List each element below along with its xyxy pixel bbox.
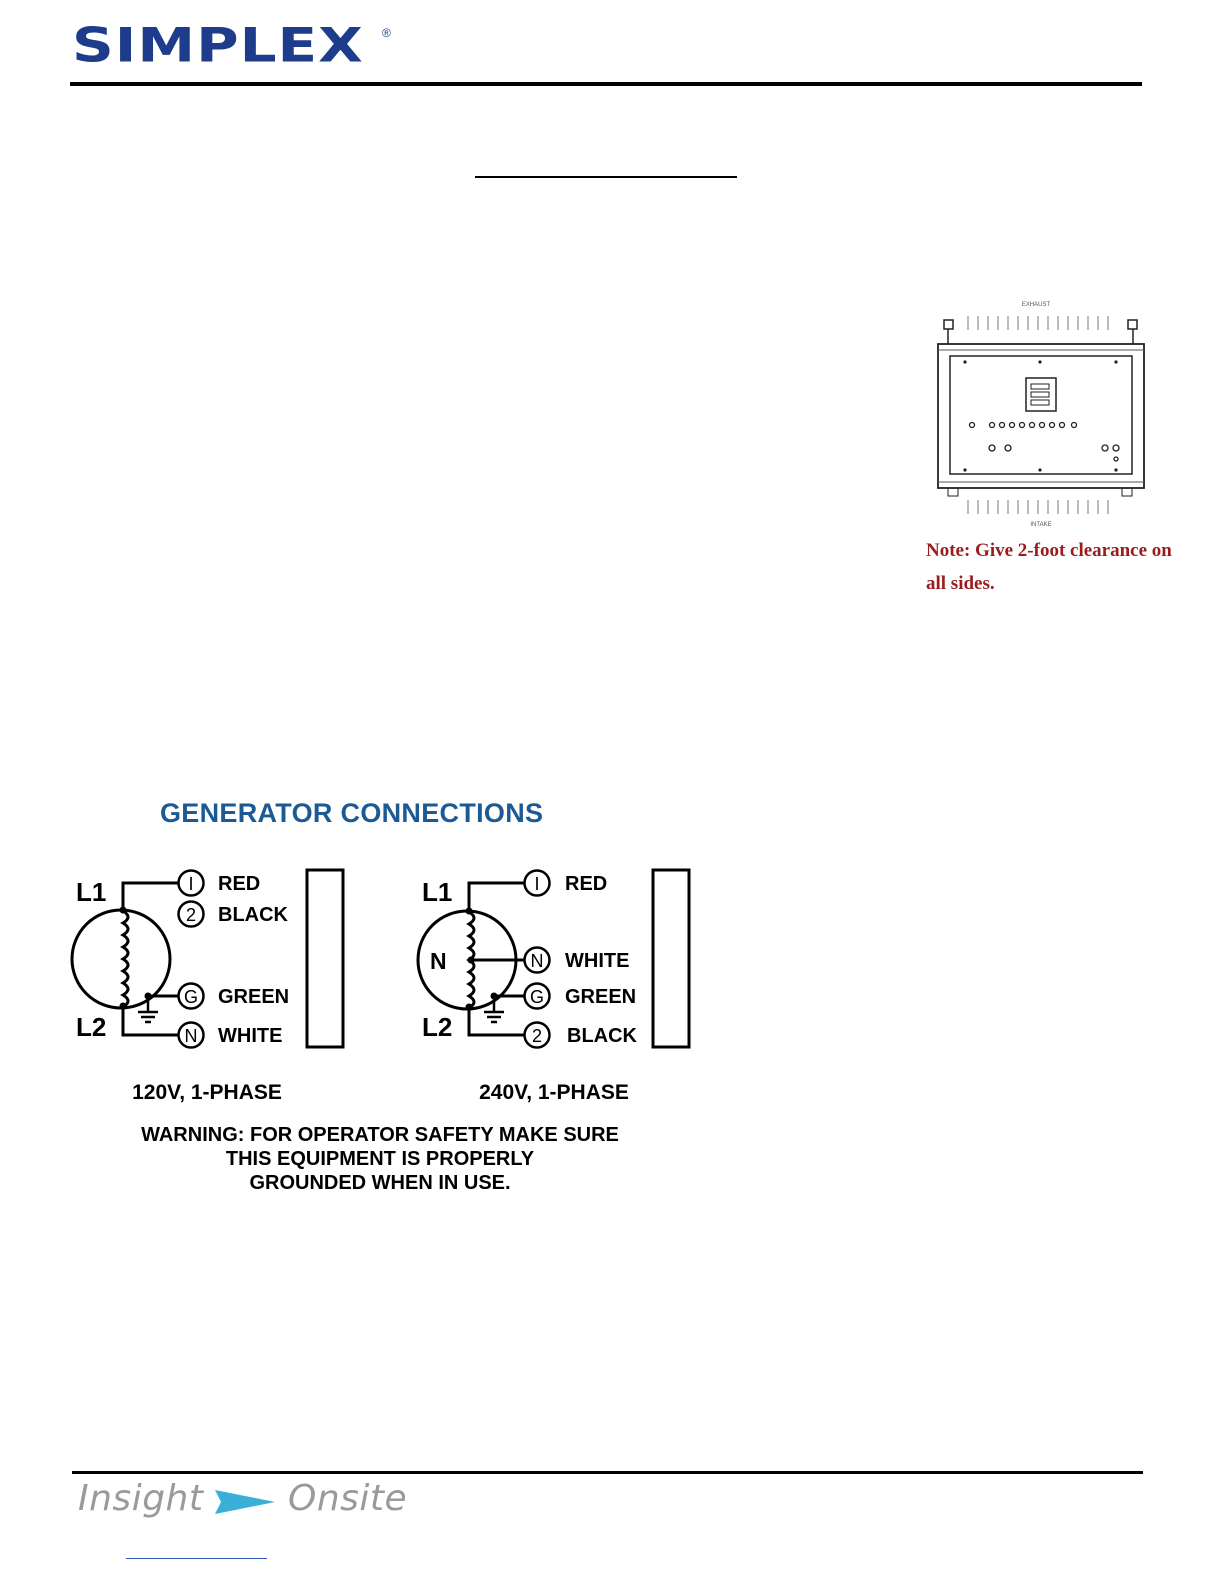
footer-arrow-icon bbox=[211, 1488, 277, 1516]
intake-label: INTAKE bbox=[1030, 522, 1052, 528]
l1-label-120: L1 bbox=[76, 877, 107, 907]
warning-line-1: WARNING: FOR OPERATOR SAFETY MAKE SURE bbox=[141, 1124, 619, 1146]
exhaust-label: EXHAUST bbox=[1021, 302, 1051, 308]
diagram-240v bbox=[418, 870, 689, 1104]
terminal-1-symbol-240: I bbox=[534, 874, 540, 894]
warning-line-3: GROUNDED WHEN IN USE. bbox=[249, 1172, 511, 1194]
terminal-2-color-240: BLACK bbox=[567, 1025, 637, 1047]
terminal-block-120 bbox=[307, 870, 343, 1047]
terminal-2-symbol-120: 2 bbox=[185, 905, 197, 925]
generator-connections-title: GENERATOR CONNECTIONS bbox=[160, 798, 544, 828]
generator-wiring-diagrams bbox=[60, 855, 720, 1200]
l2-label-120: L2 bbox=[76, 1012, 107, 1042]
terminal-2-color-120: BLACK bbox=[218, 904, 288, 926]
title-underline bbox=[475, 176, 737, 178]
terminal-n-color-120: WHITE bbox=[218, 1025, 283, 1047]
neutral-label-240: N bbox=[430, 948, 447, 974]
header-rule bbox=[70, 82, 1142, 86]
footer-onsite-text: Onsite bbox=[288, 1478, 408, 1519]
unit-top-view-drawing bbox=[930, 296, 1150, 532]
diagram-120v bbox=[72, 870, 343, 1104]
terminal-1-symbol-120: I bbox=[188, 874, 194, 894]
terminal-block-240 bbox=[653, 870, 689, 1047]
terminal-1-color-240: RED bbox=[565, 873, 608, 895]
terminal-n-color-240: WHITE bbox=[565, 950, 630, 972]
warning-line-2: THIS EQUIPMENT IS PROPERLY bbox=[225, 1148, 535, 1170]
terminal-g-symbol-240: G bbox=[529, 987, 545, 1007]
terminal-g-symbol-120: G bbox=[183, 987, 199, 1007]
registered-mark: ® bbox=[382, 26, 391, 40]
terminal-2-symbol-240: 2 bbox=[531, 1026, 543, 1046]
simplex-logo: SIMPLEX bbox=[72, 17, 364, 73]
l1-label-240: L1 bbox=[422, 877, 453, 907]
terminal-n-symbol-120: N bbox=[184, 1026, 198, 1046]
caption-240v: 240V, 1-PHASE bbox=[479, 1081, 629, 1104]
footer-rule bbox=[72, 1471, 1143, 1474]
terminal-g-color-240: GREEN bbox=[565, 986, 637, 1008]
l2-label-240: L2 bbox=[422, 1012, 453, 1042]
clearance-note: Note: Give 2-foot clearance on all sides. bbox=[926, 540, 1172, 594]
footer-insight-text: Insight bbox=[78, 1478, 204, 1519]
terminal-1-color-120: RED bbox=[218, 873, 261, 895]
terminal-g-color-120: GREEN bbox=[218, 986, 290, 1008]
terminal-n-symbol-240: N bbox=[530, 951, 544, 971]
footer-link-underline bbox=[126, 1558, 267, 1559]
caption-120v: 120V, 1-PHASE bbox=[132, 1081, 282, 1104]
